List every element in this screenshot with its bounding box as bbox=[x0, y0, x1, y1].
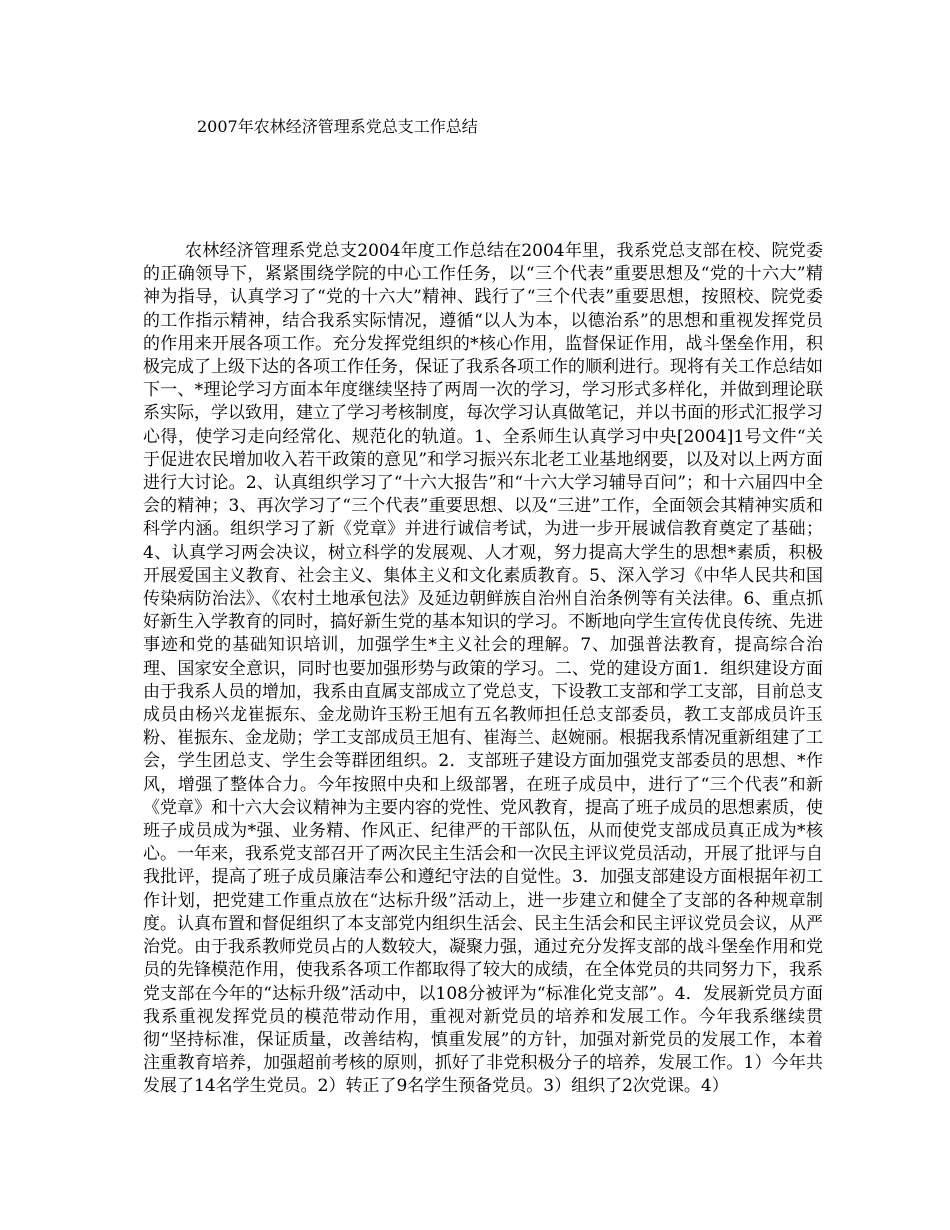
document-title: 2007年农林经济管理系党总支工作总结 bbox=[197, 117, 478, 136]
document-body-paragraph: 农林经济管理系党总支2004年度工作总结在2004年里，我系党总支部在校、院党委的正确领导下，紧紧围绕学院的中心工作任务，以“三个代表”重要思想及“党的十六大”精神为指导，认真学习了“党的十六大”精神、践行了“三个代表”重要思想，按照校、院党委的工作指示精神，结合我系实际情况，遵循“以人为本，以德治系”的思想和重视发挥党员的作用来开展各项工作。充分发挥党组织的*核心作用，监督保证作用，战斗堡垒作用，积极完成了上级下达的各项工作任务，保证了我系各项工作的顺利进行。现将有关工作总结如下一、*理论学习方面本年度继续坚持了两周一次的学习，学习形式多样化，并做到理论联系实际，学以致用，建立了学习考核制度，每次学习认真做笔记，并以书面的形式汇报学习心得，使学习走向经常化、规范化的轨道。1、全系师生认真学习中央[2004]1号文件“关于促进农民增加收入若干政策的意见”和学习振兴东北老工业基地纲要，以及对以上两方面进行大讨论。2、认真组织学习了“十六大报告”和“十六大学习辅导百问”；和十六届四中全会的精神；3、再次学习了“三个代表”重要思想、以及“三进”工作，全面领会其精神实质和科学内涵。组织学习了新《党章》并进行诚信考试，为进一步开展诚信教育奠定了基础；4、认真学习两会决议，树立科学的发展观、人才观，努力提高大学生的思想*素质，积极开展爱国主义教育、社会主义、集体主义和文化素质教育。5、深入学习《中华人民共和国传染病防治法》、《农村土地承包法》及延边朝鲜族自治州自治条例等有关法律。6、重点抓好新生入学教育的同时，搞好新生党的基本知识的学习。不断地向学生宣传优良传统、先进事迹和党的基础知识培训，加强学生*主义社会的理解。7、加强普法教育，提高综合治理、国家安全意识，同时也要加强形势与政策的学习。二、党的建设方面1．组织建设方面由于我系人员的增加，我系由直属支部成立了党总支，下设教工支部和学工支部，目前总支成员由杨兴龙崔振东、金龙勋许玉粉王旭有五名教师担任总支部委员，教工支部成员许玉粉、崔振东、金龙勋；学工支部成员王旭有、崔海兰、赵婉丽。根据我系情况重新组建了工会，学生团总支、学生会等群团组织。2．支部班子建设方面加强党支部委员的思想、*作风，增强了整体合力。今年按照中央和上级部署，在班子成员中，进行了“三个代表”和新《党章》和十六大会议精神为主要内容的党性、党风教育，提高了班子成员的思想素质，使班子成员成为*强、业务精、作风正、纪律严的干部队伍，从而使党支部成员真正成为*核心。一年来，我系党支部召开了两次民主生活会和一次民主评议党员活动，开展了批评与自我批评，提高了班子成员廉洁奉公和遵纪守法的自觉性。3．加强支部建设方面根据年初工作计划，把党建工作重点放在“达标升级”活动上，进一步建立和健全了支部的各种规章制度。认真布置和督促组织了本支部党内组织生活会、民主生活会和民主评议党员会议，从严治党。由于我系教师党员占的人数较大，凝聚力强，通过充分发挥支部的战斗堡垒作用和党员的先锋模范作用，使我系各项工作都取得了较大的成绩，在全体党员的共同努力下，我系党支部在今年的“达标升级”活动中，以108分被评为“标准化党支部”。4．发展新党员方面我系重视发挥党员的模范带动作用，重视对新党员的培养和发展工作。今年我系继续贯彻“坚持标准，保证质量，改善结构，慎重发展”的方针，加强对新党员的发展工作，本着注重教育培养，加强超前考核的原则，抓好了非党积极分子的培养，发展工作。1）今年共发展了14名学生党员。2）转正了9名学生预备党员。3）组织了2次党课。4） bbox=[143, 241, 823, 1097]
